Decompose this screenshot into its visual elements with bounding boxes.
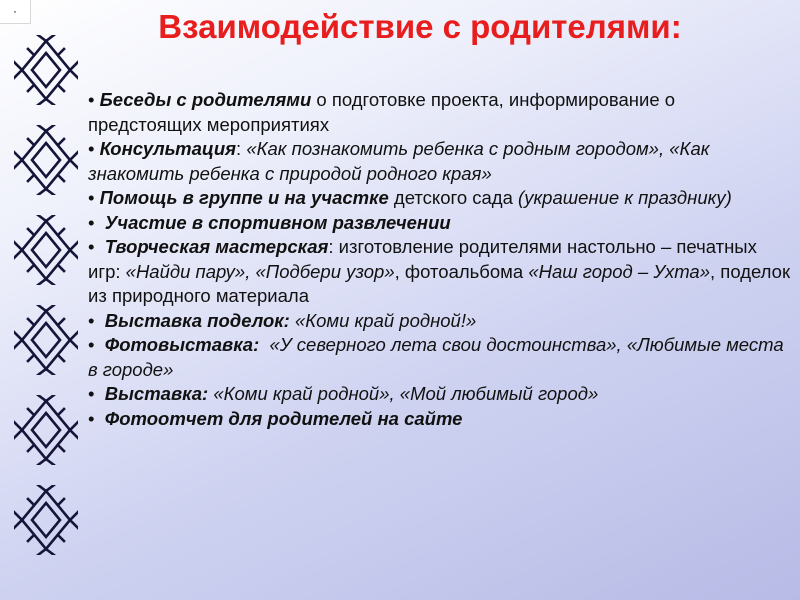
komi-ornament-icon: [14, 395, 78, 465]
ornament-column: [14, 0, 84, 600]
slide-body: [88, 88, 796, 431]
corner-mark: ·: [0, 0, 31, 24]
list-item: [88, 137, 793, 186]
item-text: детского сада: [388, 187, 519, 208]
item-text: [259, 334, 269, 355]
item-heading: Фотовыставка:: [104, 334, 260, 355]
list-item: [88, 211, 793, 236]
item-text: : изготовление родителями настольно – печатных игр:: [88, 236, 762, 282]
komi-ornament-icon: [14, 215, 78, 285]
list-item: [88, 407, 793, 432]
list-item: [88, 382, 793, 407]
item-text: о подготовке проекта, информирование о предстоящих мероприятиях: [88, 89, 681, 135]
item-text: (украшение к празднику): [518, 187, 732, 208]
item-text: «Как познакомить ребенка с родным городом», «Как знакомить ребенка с природой родного края»: [88, 138, 715, 184]
komi-ornament-icon: [14, 485, 78, 555]
komi-ornament-icon: [14, 35, 78, 105]
bullet-spacing: [94, 383, 104, 404]
item-text: , поделок из природного материала: [88, 260, 796, 306]
item-text: , фотоальбома: [394, 260, 529, 282]
bullet-spacing: [94, 236, 104, 257]
item-heading: Помощь в группе и на участке: [99, 187, 389, 208]
item-heading: Выставка:: [104, 383, 214, 404]
bullet-marker: •: [88, 334, 95, 355]
bullet-marker: •: [88, 383, 95, 404]
item-text: «Наш город – Ухта»: [528, 260, 711, 282]
bullet-marker: •: [88, 211, 95, 233]
item-heading: Фотоотчет для родителей на сайте: [104, 407, 463, 429]
list-item: [88, 333, 793, 382]
bullet-spacing: [94, 408, 104, 429]
bullet-marker: •: [88, 309, 95, 331]
bullet-spacing: [94, 212, 104, 233]
item-heading: Консультация: [99, 138, 237, 159]
item-heading: Творческая мастерская: [104, 236, 329, 257]
item-heading: Беседы с родителями: [99, 89, 312, 110]
item-text: «Коми край родной», «Мой любимый город»: [213, 383, 599, 404]
list-item: [88, 186, 793, 211]
item-heading: Участие в спортивном развлечении: [104, 211, 451, 233]
komi-ornament-icon: [14, 305, 78, 375]
list-item: [88, 309, 793, 334]
bullet-marker: •: [88, 407, 95, 429]
bullet-marker: •: [88, 89, 95, 110]
bullet-marker: •: [88, 236, 95, 257]
slide-title: Взаимодействие с родителями:: [158, 8, 682, 45]
item-text: :: [236, 138, 247, 159]
bullet-spacing: [94, 334, 104, 355]
bullet-marker: •: [88, 138, 95, 159]
bullet-spacing: [94, 310, 104, 331]
list-item: [88, 235, 796, 309]
item-text: «Найди пару», «Подбери узор»: [125, 260, 395, 282]
bullet-marker: •: [88, 187, 95, 208]
item-text: «У северного лета свои достоинства», «Любимые места в городе»: [88, 334, 789, 380]
list-item: [88, 88, 793, 137]
item-text: «Коми край родной!»: [294, 309, 477, 331]
komi-ornament-icon: [14, 125, 78, 195]
item-heading: Выставка поделок:: [104, 309, 295, 331]
